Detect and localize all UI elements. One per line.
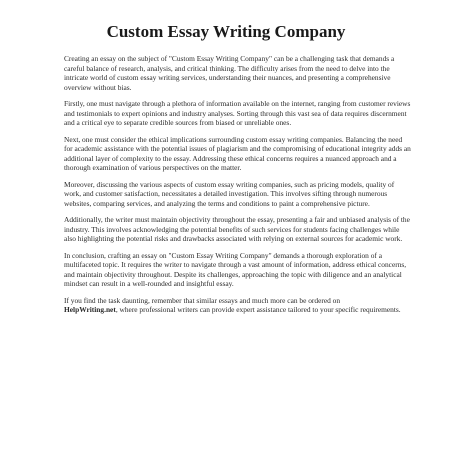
paragraph-closing — [64, 296, 412, 315]
paragraph-intro: Creating an essay on the subject of "Custom Essay Writing Company" can be a challenging task that demands a careful balance of research, analysis, and critical thinking. The difficulty arises from the need to delve into the intricate world of custom essay writing services, understanding their nuances, and presenting a comprehensive overview without bias. — [64, 54, 395, 92]
paragraph-ethics: Next, one must consider the ethical implications surrounding custom essay writing companies. Balancing the need for academic assistance with the potential issues of plagiarism and the compromising of educational integrity adds an additional layer of complexity to the essay. Addressing these ethical concerns requires a nuanced approach and a thorough examination of various perspectives on the matter. — [64, 134, 411, 172]
document-body — [64, 54, 412, 322]
paragraph-research: Firstly, one must navigate through a plethora of information available on the internet, ranging from customer reviews and testimonials to expert opinions and industry analyses. Sorting through this vast sea of data requires discernment and a critical eye to separate credible sources from biased or unreliable ones. — [64, 99, 411, 127]
helpwriting-brand-link[interactable]: HelpWriting.net — [64, 305, 116, 314]
page-title: Custom Essay Writing Company — [106, 22, 346, 41]
closing-outro-text: , where professional writers can provide expert assistance tailored to your specific requirements. — [115, 305, 401, 314]
paragraph-objectivity: Additionally, the writer must maintain objectivity throughout the essay, presenting a fair and unbiased analysis of the industry. This involves acknowledging the potential benefits of such services for students facing challenges while also highlighting the potential risks and drawbacks associated with relying on external sources for academic work. — [64, 215, 410, 243]
paragraph-aspects: Moreover, discussing the various aspects of custom essay writing companies, such as pricing models, quality of work, and customer satisfaction, necessitates a detailed investigation. This involves sifting through numerous websites, comparing services, and analyzing the terms and conditions to paint a comprehensive picture. — [64, 179, 395, 208]
paragraph-conclusion: In conclusion, crafting an essay on "Custom Essay Writing Company" demands a thorough exploration of a multifaceted topic. It requires the writer to navigate through a vast amount of information, address ethical concerns, and maintain objectivity throughout. Despite its challenges, approaching the topic with diligence and an analytical mindset can result in a well-rounded and insightful essay. — [64, 250, 407, 288]
closing-intro-text: If you find the task daunting, remember that similar essays and much more can be ordered on — [64, 295, 341, 305]
